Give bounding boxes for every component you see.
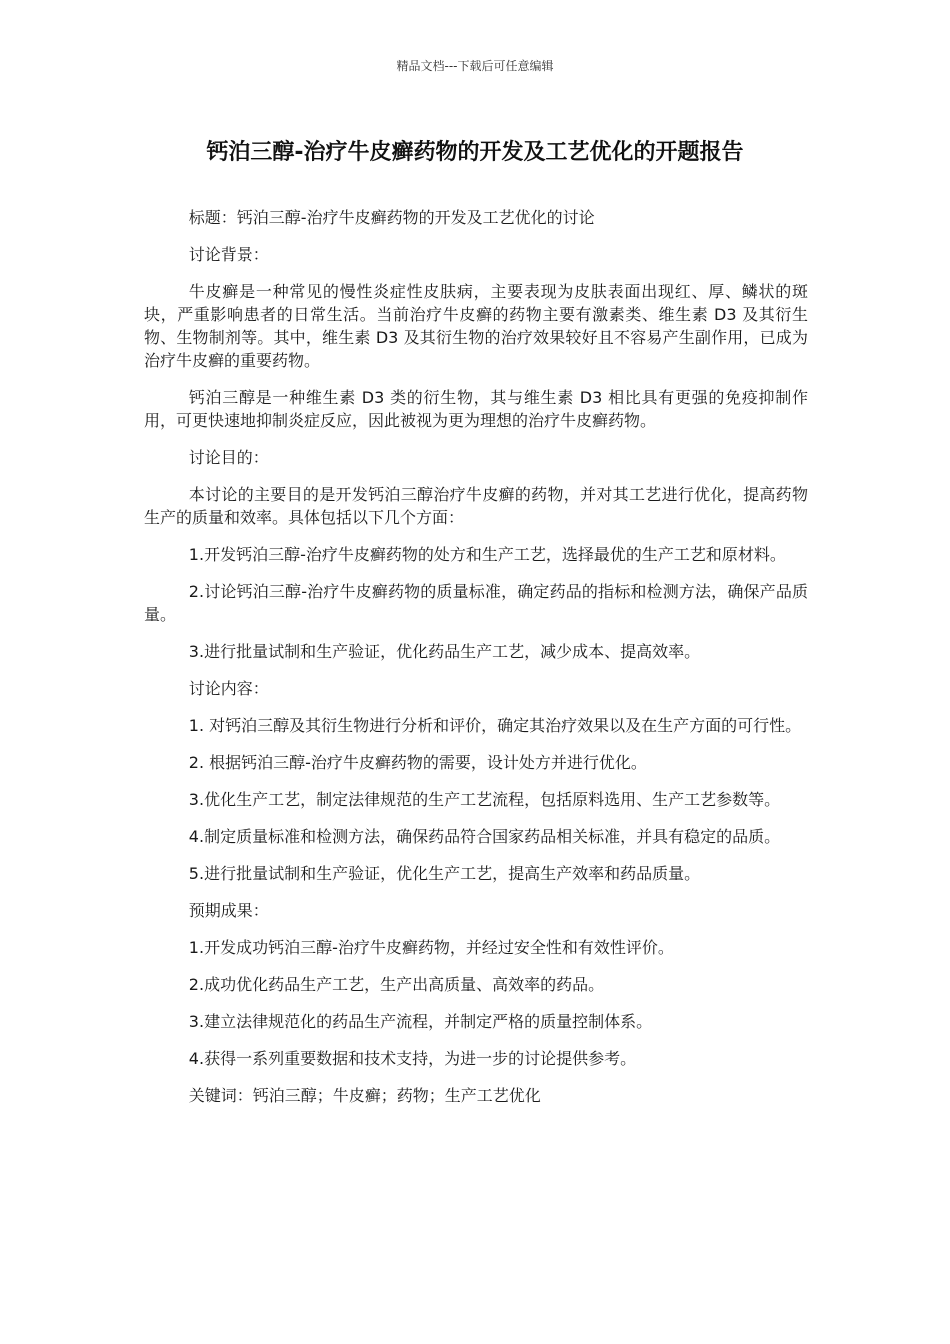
background-paragraph: 钙泊三醇是一种维生素 D3 类的衍生物，其与维生素 D3 相比具有更强的免疫抑制作用，可更快速地抑制炎症反应，因此被视为更为理想的治疗牛皮癣药物。 — [144, 388, 808, 430]
purpose-list-item: 1.开发钙泊三醇-治疗牛皮癣药物的处方和生产工艺，选择最优的生产工艺和原材料。 — [188, 545, 786, 564]
content-list-item: 4.制定质量标准和检测方法，确保药品符合国家药品相关标准，并具有稳定的品质。 — [188, 827, 781, 846]
outcome-list-item: 2.成功优化药品生产工艺，生产出高质量、高效率的药品。 — [188, 975, 605, 994]
background-paragraph: 牛皮癣是一种常见的慢性炎症性皮肤病，主要表现为皮肤表面出现红、厚、鳞状的斑块，严重影响患者的日常生活。当前治疗牛皮癣的药物主要有激素类、维生素 D3 及其衍生物、生物制剂等。其中，维生素 D3 及其衍生物的治疗效果较好且不容易产生副作用，已成为治疗牛皮癣的重要药物。 — [144, 282, 808, 370]
subject-line: 标题：钙泊三醇-治疗牛皮癣药物的开发及工艺优化的讨论 — [188, 208, 595, 227]
purpose-paragraph: 本讨论的主要目的是开发钙泊三醇治疗牛皮癣的药物，并对其工艺进行优化，提高药物生产的质量和效率。具体包括以下几个方面： — [144, 485, 808, 527]
purpose-list-item: 2.讨论钙泊三醇-治疗牛皮癣药物的质量标准，确定药品的指标和检测方法，确保产品质量。 — [144, 582, 808, 624]
content-list-item: 5.进行批量试制和生产验证，优化生产工艺，提高生产效率和药品质量。 — [188, 864, 701, 883]
outcome-list-item: 4.获得一系列重要数据和技术支持，为进一步的讨论提供参考。 — [188, 1049, 637, 1068]
section-heading-purpose: 讨论目的： — [188, 448, 269, 467]
outcome-list-item: 3.建立法律规范化的药品生产流程，并制定严格的质量控制体系。 — [188, 1012, 653, 1031]
section-heading-background: 讨论背景： — [188, 245, 269, 264]
content-list-item: 3.优化生产工艺，制定法律规范的生产工艺流程，包括原料选用、生产工艺参数等。 — [188, 790, 781, 809]
outcome-list-item: 1.开发成功钙泊三醇-治疗牛皮癣药物，并经过安全性和有效性评价。 — [188, 938, 674, 957]
section-heading-outcomes: 预期成果： — [188, 901, 269, 920]
document-body — [144, 206, 808, 1121]
page-header: 精品文档---下载后可任意编辑 — [396, 59, 554, 73]
content-list-item: 1. 对钙泊三醇及其衍生物进行分析和评价，确定其治疗效果以及在生产方面的可行性。 — [188, 716, 802, 735]
section-heading-content: 讨论内容： — [188, 679, 269, 698]
content-list-item: 2. 根据钙泊三醇-治疗牛皮癣药物的需要，设计处方并进行优化。 — [188, 753, 647, 772]
keywords-line: 关键词：钙泊三醇；牛皮癣；药物；生产工艺优化 — [188, 1086, 541, 1105]
purpose-list-item: 3.进行批量试制和生产验证，优化药品生产工艺，减少成本、提高效率。 — [188, 642, 701, 661]
document-title: 钙泊三醇-治疗牛皮癣药物的开发及工艺优化的开题报告 — [206, 140, 744, 165]
